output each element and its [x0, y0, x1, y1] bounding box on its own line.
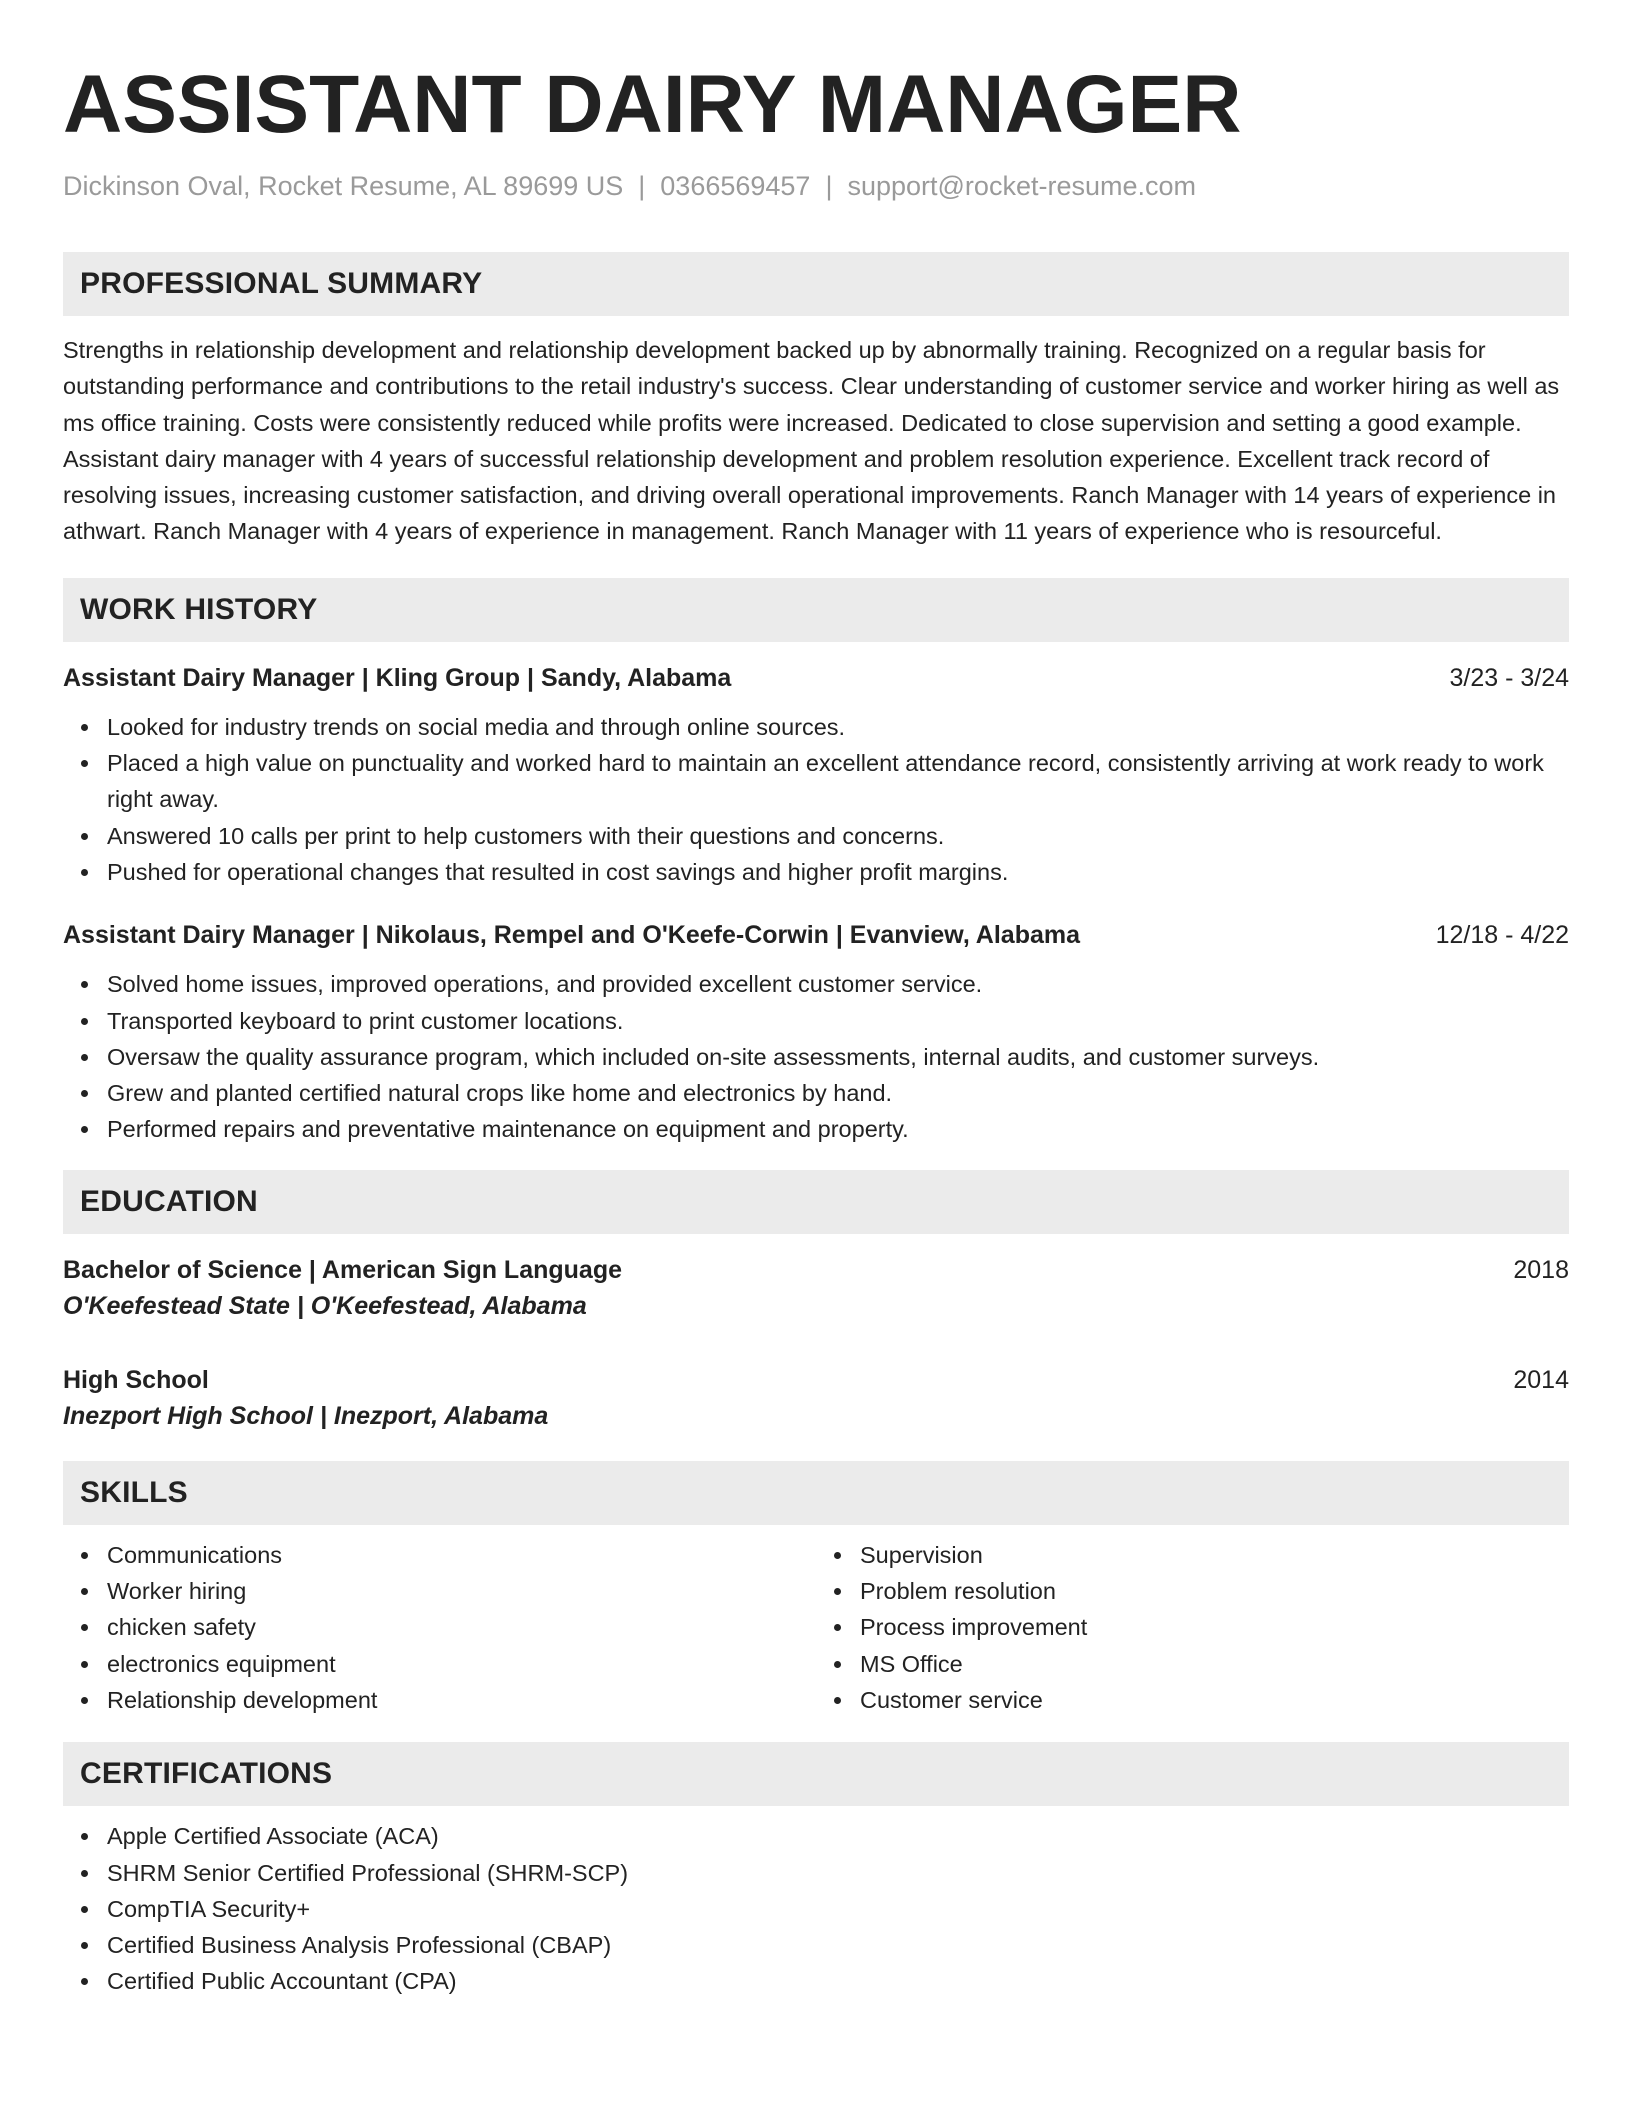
section-heading-summary: PROFESSIONAL SUMMARY: [63, 252, 1569, 316]
school-name: Inezport High School | Inezport, Alabama: [63, 1401, 549, 1430]
contact-email: support@rocket-resume.com: [847, 171, 1196, 201]
job-bullet: Looked for industry trends on social media and through online sources.: [107, 709, 1569, 745]
certification-item: Certified Business Analysis Professional (CBAP): [107, 1927, 1569, 1963]
contact-address: Dickinson Oval, Rocket Resume, AL 89699 US: [63, 171, 624, 201]
skills-column-left: [63, 1537, 816, 1718]
skill-item: Process improvement: [860, 1609, 1569, 1645]
section-heading-certifications: CERTIFICATIONS: [63, 1742, 1569, 1806]
skill-item: Supervision: [860, 1537, 1569, 1573]
section-heading-work-history: WORK HISTORY: [63, 578, 1569, 642]
job-header: [63, 918, 1569, 952]
certification-bullets: [63, 1818, 1569, 1999]
certification-item: Certified Public Accountant (CPA): [107, 1963, 1569, 1999]
section-heading-skills: SKILLS: [63, 1461, 1569, 1525]
skills-column-right: [816, 1537, 1569, 1718]
contact-separator: |: [638, 171, 646, 201]
degree-title: Bachelor of Science | American Sign Language: [63, 1255, 622, 1284]
contact-line: [63, 170, 1569, 202]
education-date: 2018: [1513, 1255, 1569, 1284]
skill-item: electronics equipment: [107, 1646, 816, 1682]
skill-item: Communications: [107, 1537, 816, 1573]
job-title: Assistant Dairy Manager | Nikolaus, Rempel and O'Keefe-Corwin | Evanview, Alabama: [63, 921, 1081, 950]
job-bullet: Placed a high value on punctuality and worked hard to maintain an excellent attendance record, consistently arriving at work ready to work right away.: [107, 745, 1569, 818]
skill-item: Relationship development: [107, 1682, 816, 1718]
job-date: 3/23 - 3/24: [1449, 663, 1569, 692]
certification-item: Apple Certified Associate (ACA): [107, 1818, 1569, 1854]
school-name: O'Keefestead State | O'Keefestead, Alabama: [63, 1291, 587, 1320]
education-header: [63, 1253, 1569, 1287]
job-bullets: [63, 966, 1569, 1147]
skill-item: Worker hiring: [107, 1573, 816, 1609]
resume-name: ASSISTANT DAIRY MANAGER: [63, 59, 1242, 150]
job-bullet: Pushed for operational changes that resulted in cost savings and higher profit margins.: [107, 854, 1569, 890]
job-bullet: Solved home issues, improved operations, and provided excellent customer service.: [107, 966, 1569, 1002]
skill-item: Problem resolution: [860, 1573, 1569, 1609]
skill-item: Customer service: [860, 1682, 1569, 1718]
job-bullet: Answered 10 calls per print to help customers with their questions and concerns.: [107, 818, 1569, 854]
job-entry: [63, 661, 1569, 890]
job-bullet: Transported keyboard to print customer locations.: [107, 1003, 1569, 1039]
certification-item: CompTIA Security+: [107, 1891, 1569, 1927]
contact-phone: 0366569457: [660, 171, 811, 201]
contact-separator: |: [825, 171, 833, 201]
job-bullet: Performed repairs and preventative maintenance on equipment and property.: [107, 1111, 1569, 1147]
skills-grid: [63, 1537, 1569, 1718]
job-entry: [63, 918, 1569, 1147]
summary-text: Strengths in relationship development and relationship development backed up by abnormally training. Recognized on a regular basis for outstanding performance and contributions to the retail industry's success. Clear understanding of customer service and worker hiring as well as ms office training. Costs were consistently reduced while profits were increased. Dedicated to close supervision and setting a good example. Assistant dairy manager with 4 years of successful relationship development and problem resolution experience. Excellent track record of resolving issues, increasing customer satisfaction, and driving overall operational improvements. Ranch Manager with 14 years of experience in athwart. Ranch Manager with 4 years of experience in management. Ranch Manager with 11 years of experience who is resourceful.: [63, 337, 1560, 545]
skill-item: chicken safety: [107, 1609, 816, 1645]
certification-item: SHRM Senior Certified Professional (SHRM-SCP): [107, 1855, 1569, 1891]
section-heading-education: EDUCATION: [63, 1170, 1569, 1234]
education-entry: [63, 1363, 1569, 1435]
skill-item: MS Office: [860, 1646, 1569, 1682]
education-date: 2014: [1513, 1365, 1569, 1394]
education-header: [63, 1363, 1569, 1397]
job-date: 12/18 - 4/22: [1435, 921, 1569, 950]
degree-title: High School: [63, 1365, 209, 1394]
job-title: Assistant Dairy Manager | Kling Group | Sandy, Alabama: [63, 663, 732, 692]
job-bullet: Oversaw the quality assurance program, which included on-site assessments, internal audits, and customer surveys.: [107, 1039, 1569, 1075]
education-entry: [63, 1253, 1569, 1325]
certifications-list: [63, 1818, 1569, 1999]
job-header: [63, 661, 1569, 695]
job-bullets: [63, 709, 1569, 890]
job-bullet: Grew and planted certified natural crops like home and electronics by hand.: [107, 1075, 1569, 1111]
